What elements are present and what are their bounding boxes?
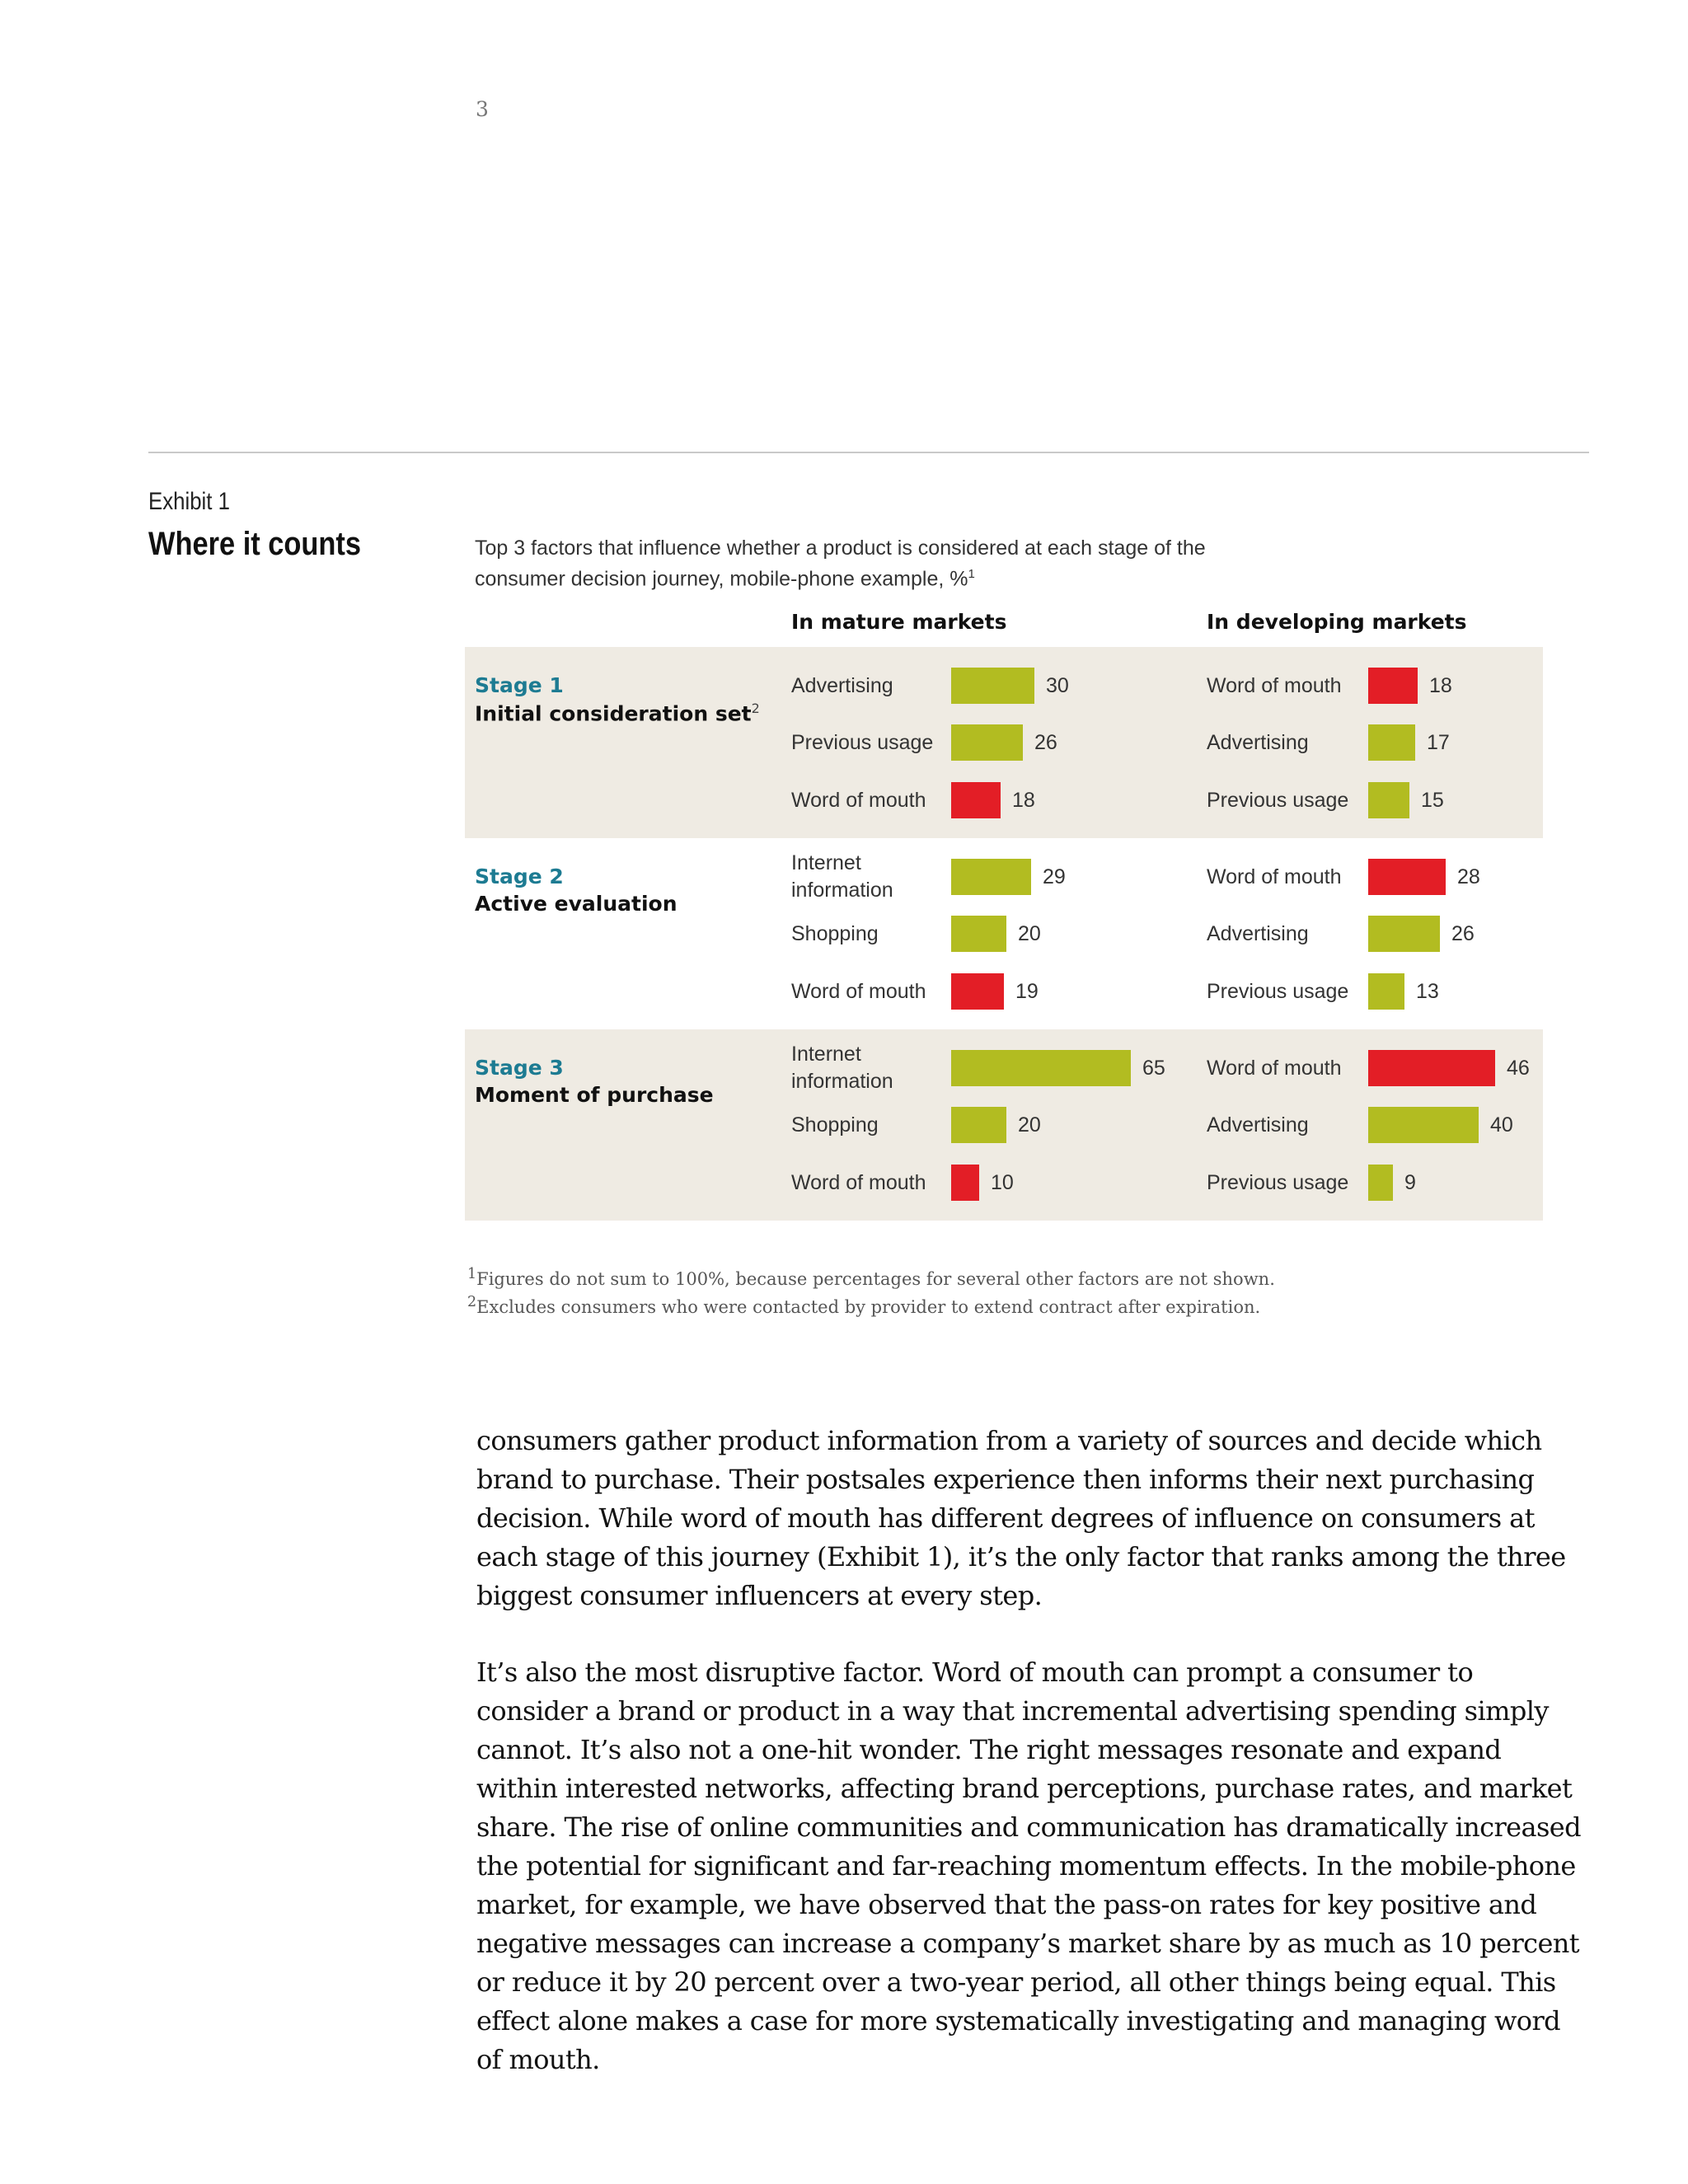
stage-1-developing-factor-2-label: Advertising (1207, 730, 1309, 754)
stage-2-mature-factor-1-bar (951, 859, 1031, 895)
stage-2-developing-factor-1-bar (1368, 859, 1446, 895)
body-paragraph-2: It’s also the most disruptive factor. Word of mouth can prompt a consumer to consider a brand or product in a way that incremental advertising spending simply cannot. It’s also not a one-hit wonder. The right messages resonate and expand within interested networks, affecting brand perceptions, purchase rates, and market share. The rise of online communities and communication has dramatically increased the potential for significant and far-reaching momentum effects. In the mobile-phone market, for example, we have observed that the pass-on rates for key positive and negative messages can increase a company’s market share by as much as 10 percent or reduce it by 20 percent over a two-year period, all other things being equal. This effect alone makes a case for more systematically investigating and managing word of mouth. (476, 1657, 1582, 2075)
stage-3-mature-factor-3-bar (951, 1165, 979, 1201)
column-header-developing: In developing markets (1207, 610, 1467, 634)
stage-2-mature-factor-3-value: 19 (1015, 980, 1039, 1003)
exhibit-title: Where it counts (148, 526, 362, 562)
stage-2-mature-factor-2-bar (951, 916, 1006, 952)
stage-1-number: Stage 1 (475, 673, 564, 697)
footnote-2-mark: 2 (467, 1294, 477, 1310)
exhibit-label: Exhibit 1 (148, 488, 230, 515)
stage-1-developing-factor-3-label: Previous usage (1207, 788, 1349, 812)
stage-2-number: Stage 2 (475, 865, 564, 888)
stage-2-mature-factor-3-bar (951, 973, 1004, 1010)
stage-2-mature-factor-2-label: Shopping (791, 921, 879, 945)
stage-1-mature-factor-1-label: Advertising (791, 673, 893, 697)
stage-2-name-text: Active evaluation (475, 892, 678, 916)
body-paragraph-1: consumers gather product information from a variety of sources and decide which brand to purchase. Their postsales experience then informs their next purchasing decision. While word of mouth has different degrees of influence on consumers at each stage of this journey (Exhibit 1), it’s the only factor that ranks among the three biggest consumer influencers at every step. (476, 1425, 1566, 1611)
stage-2-developing-factor-1-value: 28 (1457, 865, 1480, 888)
stage-1-mature-factor-3-value: 18 (1012, 789, 1035, 812)
stage-1-developing-factor-1-bar (1368, 668, 1418, 704)
stage-2-developing-factor-2-label: Advertising (1207, 921, 1309, 945)
stage-2-mature-factor-1-value: 29 (1043, 865, 1066, 888)
stage-3-developing-factor-3-bar (1368, 1165, 1393, 1201)
stage-1-mature-factor-2-value: 26 (1034, 731, 1057, 754)
stage-1-mature-factor-1-bar (951, 668, 1034, 704)
page-number: 3 (476, 97, 489, 121)
subtitle-footnote-mark: 1 (968, 567, 975, 581)
stage-3-developing-factor-3-value: 9 (1404, 1171, 1416, 1194)
stage-1-mature-factor-3-label: Word of mouth (791, 788, 926, 812)
stage-1-mature-factor-2-bar (951, 724, 1023, 761)
stage-2-mature-factor-2-value: 20 (1018, 922, 1041, 945)
stage-2-developing-factor-3-value: 13 (1416, 980, 1439, 1003)
stage-2-developing-factor-1-label: Word of mouth (1207, 865, 1342, 888)
stage-3-mature-factor-3-value: 10 (991, 1171, 1014, 1194)
stage-1-developing-factor-3-bar (1368, 782, 1409, 818)
stage-3-number: Stage 3 (475, 1056, 564, 1080)
stage-2-developing-factor-2-bar (1368, 916, 1440, 952)
stage-1-developing-factor-2-value: 17 (1427, 731, 1450, 754)
column-header-mature: In mature markets (791, 610, 1007, 634)
stage-1-name (475, 701, 760, 725)
stage-1-developing-factor-3-value: 15 (1421, 789, 1444, 812)
stage-3-name (475, 1083, 714, 1107)
stage-3-developing-factor-2-value: 40 (1490, 1113, 1513, 1137)
footnote-2-text: Excludes consumers who were contacted by provider to extend contract after expiration. (476, 1297, 1261, 1317)
footnote-1-text: Figures do not sum to 100%, because percentages for several other factors are not shown. (476, 1269, 1275, 1289)
stage-1-developing-factor-1-label: Word of mouth (1207, 673, 1342, 697)
stage-2-developing-factor-3-bar (1368, 973, 1404, 1010)
stage-3-developing-factor-1-bar (1368, 1050, 1495, 1086)
stage-3-developing-factor-2-label: Advertising (1207, 1113, 1309, 1137)
stage-1-footnote-mark: 2 (751, 701, 760, 716)
stage-1-name-text: Initial consideration set (475, 701, 752, 726)
stage-2-mature-factor-3-label: Word of mouth (791, 979, 926, 1003)
stage-3-developing-factor-1-value: 46 (1507, 1057, 1530, 1080)
stage-3-mature-factor-2-value: 20 (1018, 1113, 1041, 1137)
stage-2-developing-factor-3-label: Previous usage (1207, 979, 1349, 1003)
footnote-2 (467, 1291, 1275, 1319)
stage-3-developing-factor-1-label: Word of mouth (1207, 1056, 1342, 1080)
subtitle-text: Top 3 factors that influence whether a product is considered at each stage of the consumer decision journey, mobile-phone example, % (475, 537, 1206, 591)
stage-1-mature-factor-2-label: Previous usage (791, 730, 934, 754)
stage-3-mature-factor-1-label: Internet information (791, 1043, 893, 1093)
stage-3-mature-factor-2-bar (951, 1107, 1006, 1143)
stage-3-name-text: Moment of purchase (475, 1083, 714, 1107)
stage-2-developing-factor-2-value: 26 (1451, 922, 1475, 945)
exhibit-subtitle (475, 536, 1266, 592)
divider (148, 452, 1589, 453)
stage-3-developing-factor-3-label: Previous usage (1207, 1170, 1349, 1194)
stage-1-developing-factor-2-bar (1368, 724, 1415, 761)
stage-3-mature-factor-1-value: 65 (1142, 1057, 1165, 1080)
stage-2-mature-factor-1-label: Internet information (791, 851, 893, 902)
footnote-1-mark: 1 (467, 1266, 477, 1282)
stage-1-mature-factor-3-bar (951, 782, 1001, 818)
stage-1-developing-factor-1-value: 18 (1429, 674, 1452, 697)
footnotes (467, 1263, 1275, 1319)
stage-3-mature-factor-2-label: Shopping (791, 1113, 879, 1137)
stage-3-mature-factor-3-label: Word of mouth (791, 1170, 926, 1194)
stage-2-name (475, 892, 678, 916)
stage-3-mature-factor-1-bar (951, 1050, 1131, 1086)
stage-1-mature-factor-1-value: 30 (1046, 674, 1069, 697)
stage-3-developing-factor-2-bar (1368, 1107, 1479, 1143)
footnote-1 (467, 1263, 1275, 1291)
